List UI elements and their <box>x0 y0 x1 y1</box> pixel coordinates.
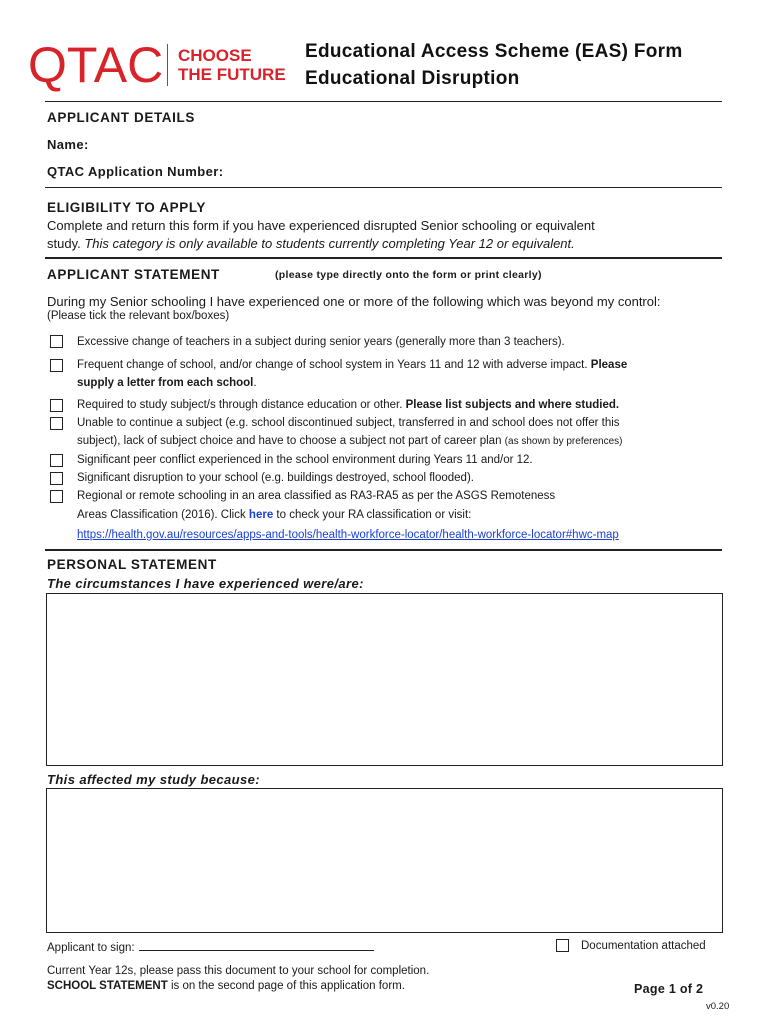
option-distance-education-text: Required to study subject/s through distance education or other. <box>77 399 406 411</box>
application-number-label: QTAC Application Number: <box>47 164 224 179</box>
option-frequent-school-change <box>77 359 627 371</box>
form-title: Educational Access Scheme (EAS) Form <box>305 41 683 62</box>
circumstances-prompt: The circumstances I have experienced were/are: <box>47 576 364 591</box>
study-impact-textarea[interactable] <box>46 788 723 933</box>
applicant-statement-heading: APPLICANT STATEMENT <box>47 267 220 282</box>
logo-wordmark: QTAC <box>28 37 164 93</box>
documentation-attached-label: Documentation attached <box>581 940 706 952</box>
checkbox-school-disruption[interactable] <box>50 472 63 485</box>
logo-tagline-1: CHOOSE <box>178 46 252 65</box>
checkbox-excessive-teacher-change[interactable] <box>50 335 63 348</box>
header-divider <box>45 101 722 102</box>
name-label: Name: <box>47 137 89 152</box>
circumstances-textarea[interactable] <box>46 593 723 766</box>
checkbox-distance-education[interactable] <box>50 399 63 412</box>
qtac-logo <box>28 37 293 93</box>
study-impact-prompt: This affected my study because: <box>47 772 261 787</box>
eligibility-divider <box>45 257 722 259</box>
statement-intro: During my Senior schooling I have experienced one or more of the following which was beyond my control: <box>47 294 661 309</box>
checkbox-peer-conflict[interactable] <box>50 454 63 467</box>
statement-divider <box>45 549 722 551</box>
option-regional-schooling-2 <box>77 509 471 521</box>
version-label: v0.20 <box>706 1001 730 1012</box>
checkbox-frequent-school-change[interactable] <box>50 359 63 372</box>
option-unable-to-continue-2-note: (as shown by preferences) <box>504 436 623 447</box>
eligibility-restriction: This category is only available to students currently completing Year 12 or equivalent. <box>84 236 575 251</box>
option-frequent-school-change-2 <box>77 377 257 389</box>
tick-instruction: (Please tick the relevant box/boxes) <box>47 310 230 322</box>
logo-divider <box>167 44 168 86</box>
ra-classification-link[interactable]: https://health.gov.au/resources/apps-and-tools/health-workforce-locator/health-workforce-locator#hwc-map <box>77 529 619 541</box>
statement-note: (please type directly onto the form or print clearly) <box>275 269 542 281</box>
option-frequent-school-change-text: Frequent change of school, and/or change of school system in Years 11 and 12 with adverse impact. <box>77 359 591 371</box>
checkbox-regional-schooling[interactable] <box>50 490 63 503</box>
signature-row <box>47 941 374 954</box>
option-excessive-teacher-change: Excessive change of teachers in a subject during senior years (generally more than 3 teachers). <box>77 336 565 348</box>
form-subtitle: Educational Disruption <box>305 68 520 89</box>
option-unable-to-continue-2 <box>77 435 623 447</box>
eligibility-text-2-plain: study. <box>47 236 85 251</box>
signature-line[interactable] <box>139 941 374 951</box>
option-distance-education <box>77 399 619 411</box>
eligibility-heading: ELIGIBILITY TO APPLY <box>47 200 207 215</box>
personal-statement-heading: PERSONAL STATEMENT <box>47 557 217 572</box>
details-divider <box>45 187 722 188</box>
checkbox-documentation-attached[interactable] <box>556 939 569 952</box>
school-pass-note: Current Year 12s, please pass this document to your school for completion. <box>47 965 430 977</box>
option-distance-education-instruction: Please list subjects and where studied. <box>405 399 620 411</box>
applicant-details-heading: APPLICANT DETAILS <box>47 110 195 125</box>
school-statement-bold: SCHOOL STATEMENT <box>47 980 168 992</box>
page-number: Page 1 of 2 <box>634 982 704 996</box>
logo-tagline-2: THE FUTURE <box>178 65 286 84</box>
option-peer-conflict: Significant peer conflict experienced in the school environment during Years 11 and/or 12. <box>77 454 533 466</box>
eligibility-text-2 <box>47 236 575 251</box>
option-frequent-school-change-end: . <box>253 377 257 389</box>
option-unable-to-continue: Unable to continue a subject (e.g. school discontinued subject, transferred in and school does not offer this <box>77 417 620 429</box>
school-statement-note <box>47 980 405 992</box>
option-regional-schooling-2-text: Areas Classification (2016). Click <box>77 509 249 521</box>
school-statement-text: is on the second page of this application form. <box>167 980 405 992</box>
option-regional-schooling-2-end: to check your RA classification or visit: <box>273 509 472 521</box>
option-school-disruption: Significant disruption to your school (e.g. buildings destroyed, school flooded). <box>77 472 474 484</box>
eligibility-text: Complete and return this form if you have experienced disrupted Senior schooling or equivalent <box>47 218 595 233</box>
signature-label: Applicant to sign: <box>47 942 135 954</box>
here-link[interactable]: here <box>248 509 274 521</box>
option-unable-to-continue-2-text: subject), lack of subject choice and have to choose a subject not part of career plan <box>77 435 505 447</box>
option-regional-schooling: Regional or remote schooling in an area classified as RA3-RA5 as per the ASGS Remoteness <box>77 490 556 502</box>
checkbox-unable-to-continue[interactable] <box>50 417 63 430</box>
option-frequent-school-change-please: Please <box>590 359 628 371</box>
option-frequent-school-change-letter: supply a letter from each school <box>77 377 254 389</box>
